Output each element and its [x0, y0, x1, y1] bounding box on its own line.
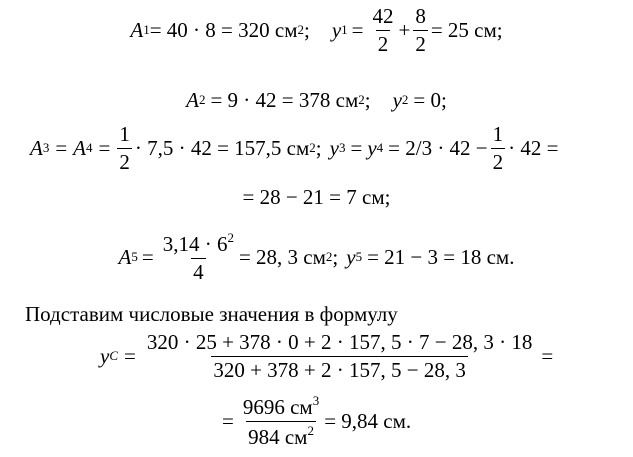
final-numerator-text: 9696 см	[242, 395, 313, 420]
a2-exponent: 2	[358, 92, 365, 107]
a5-fraction	[161, 231, 236, 282]
a34-fraction-denominator: 2	[119, 149, 130, 174]
a5-fraction-denominator: 4	[193, 259, 204, 284]
a5-result: = 28, 3 см	[238, 244, 326, 269]
final-fraction	[241, 394, 321, 447]
a2-symbol: A	[186, 87, 199, 112]
final-value: = 9,84 см.	[324, 408, 412, 433]
y1-fraction-2-numerator: 8	[415, 4, 426, 29]
yc-equals: =	[124, 343, 136, 368]
y2-symbol: y	[392, 87, 402, 112]
a34-expression: · 7,5 · 42 = 157,5 см	[134, 135, 310, 160]
y1-fraction-2-denominator: 2	[415, 31, 426, 56]
y34-tail: · 42 =	[508, 135, 559, 160]
a5-fraction-numerator	[161, 231, 236, 257]
a5-semicolon: ;	[332, 244, 339, 269]
yc-fraction	[145, 331, 535, 380]
y1-subscript: 1	[341, 22, 348, 37]
a5-symbol: A	[118, 244, 132, 269]
a34-semicolon: ;	[315, 135, 322, 160]
y1-fraction-2	[413, 5, 428, 54]
y5-expression: = 21 − 3 = 18 см.	[367, 244, 515, 269]
y1-plus: +	[398, 17, 411, 42]
yc-subscript: C	[109, 348, 118, 363]
yc-denominator: 320 + 378 + 2 · 157, 5 − 28, 3	[213, 357, 466, 382]
a3-symbol: A	[30, 135, 43, 160]
y34-fraction-denominator: 2	[492, 149, 504, 174]
a4-symbol: A	[73, 135, 86, 160]
line4-expression: = 28 − 21 = 7 см;	[242, 184, 391, 209]
equation-line-2	[0, 80, 633, 120]
equation-line-1	[0, 4, 633, 56]
y1-fraction-1-numerator: 42	[372, 4, 394, 29]
a1-semicolon: ;	[303, 17, 310, 42]
y1-fraction-1	[371, 5, 396, 54]
a4-equals: =	[98, 135, 111, 160]
a1-symbol: A	[130, 17, 144, 42]
a1-subscript: 1	[143, 22, 150, 37]
y34-fraction	[491, 123, 506, 172]
final-denominator-exponent: 2	[307, 422, 314, 438]
a3-subscript: 3	[42, 140, 50, 155]
y1-symbol: y	[331, 17, 342, 42]
y4-subscript: 4	[376, 140, 384, 155]
y3-subscript: 3	[338, 140, 346, 155]
a34-fraction-numerator: 1	[119, 122, 130, 147]
y2-expression: = 0;	[413, 87, 447, 112]
yc-formula	[100, 328, 630, 384]
yc-numerator: 320 · 25 + 378 · 0 + 2 · 157, 5 · 7 − 28, 3 · 18	[146, 330, 533, 355]
y34-fraction-numerator: 1	[492, 122, 504, 147]
y2-subscript: 2	[401, 92, 409, 107]
y1-equals: =	[351, 17, 364, 42]
equation-line-5	[0, 232, 633, 282]
a2-semicolon: ;	[364, 87, 371, 112]
y5-subscript: 5	[355, 249, 363, 264]
final-numerator	[241, 394, 321, 420]
a2-subscript: 2	[198, 92, 206, 107]
y1-fraction-1-denominator: 2	[377, 31, 389, 56]
y3-symbol: y	[329, 135, 339, 160]
final-numerator-exponent: 3	[312, 393, 320, 409]
a5-subscript: 5	[131, 249, 138, 264]
a34-fraction	[117, 123, 132, 172]
equation-line-3	[30, 122, 630, 174]
a1-exponent: 2	[297, 22, 304, 37]
a5-numerator-text: 3,14 · 6	[162, 232, 228, 257]
yc-trailing-equals: =	[541, 343, 554, 368]
a4-subscript: 4	[86, 140, 93, 155]
y3-equals: =	[350, 135, 363, 160]
y5-symbol: y	[346, 244, 356, 269]
final-denominator-text: 984 см	[248, 424, 308, 449]
a34-exponent: 2	[309, 140, 316, 155]
final-result	[222, 392, 622, 450]
a5-exponent: 2	[325, 249, 333, 264]
a2-expression: = 9 · 42 = 378 см	[210, 87, 359, 112]
substitution-sentence: Подставим числовые значения в формулу	[25, 302, 398, 326]
final-denominator	[246, 421, 316, 448]
a5-equals: =	[141, 244, 154, 269]
a1-expression: = 40 · 8 = 320 см	[149, 17, 298, 42]
a3-equals: =	[55, 135, 68, 160]
y1-result: = 25 см;	[430, 17, 503, 42]
final-equals: =	[222, 408, 234, 433]
y34-expression: = 2/3 · 42 −	[388, 135, 488, 160]
equation-line-4	[0, 177, 633, 217]
yc-symbol: y	[100, 343, 110, 368]
y4-symbol: y	[367, 135, 377, 160]
a5-numerator-exponent: 2	[227, 230, 234, 246]
